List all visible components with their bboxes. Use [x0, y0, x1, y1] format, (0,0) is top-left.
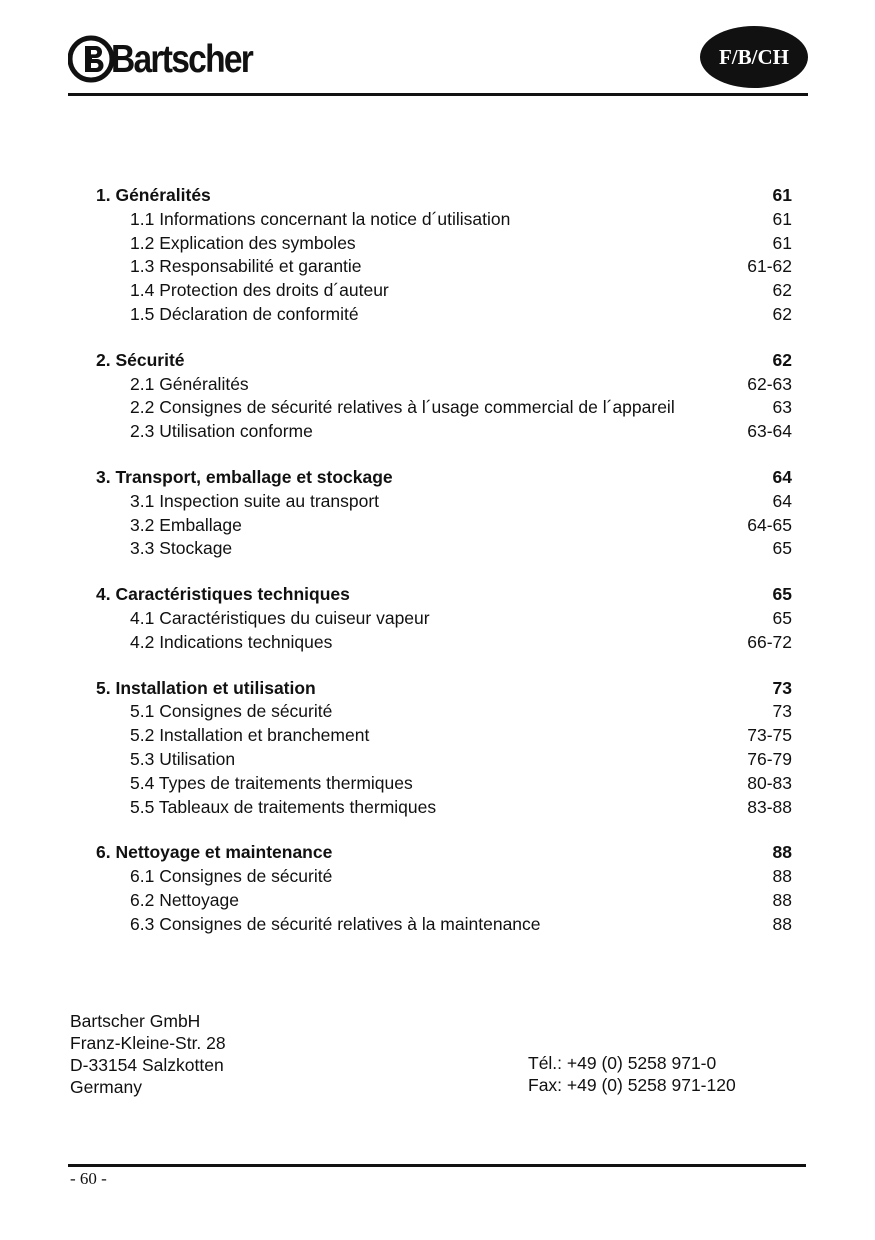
country: Germany	[70, 1077, 142, 1097]
header-divider	[68, 93, 808, 96]
toc-entry-title: 4.1 Caractéristiques du cuiseur vapeur	[130, 607, 430, 628]
brand-name: Bartscher	[111, 37, 253, 81]
toc-entry-title: 5.1 Consignes de sécurité	[130, 701, 333, 722]
toc-entry	[96, 889, 792, 913]
toc-entry-title: 3.2 Emballage	[130, 514, 242, 535]
toc-entry-page: 65	[772, 607, 792, 628]
toc-entry-page: 64	[772, 490, 792, 511]
toc-entry-title: 3.1 Inspection suite au transport	[130, 490, 380, 511]
toc-entry-title: 3.3 Stockage	[130, 538, 233, 559]
page-header	[68, 24, 808, 96]
toc-entry-page: 73	[772, 701, 792, 722]
toc-entry	[96, 396, 792, 420]
region-badge: F/B/CH	[700, 26, 808, 88]
toc-entry	[96, 607, 792, 631]
fax-number: Fax: +49 (0) 5258 971-120	[528, 1075, 736, 1095]
toc-entry	[96, 208, 792, 232]
toc-entry-page: 61	[772, 208, 792, 229]
toc-chapter-page: 88	[772, 842, 792, 863]
toc-entry-page: 64-65	[747, 514, 792, 535]
footer-divider	[68, 1164, 806, 1167]
toc-entry-title: 1.4 Protection des droits d´auteur	[130, 280, 389, 301]
toc-entry-title: 1.3 Responsabilité et garantie	[130, 256, 362, 277]
toc-entry-title: 5.4 Types de traitements thermiques	[130, 772, 413, 793]
toc-chapter	[96, 583, 792, 607]
toc-entry-page: 62	[772, 303, 792, 324]
toc-chapter-title: 6. Nettoyage et maintenance	[96, 842, 333, 863]
toc-entry	[96, 232, 792, 256]
toc-entry-page: 76-79	[747, 748, 792, 769]
toc-entry-title: 6.2 Nettoyage	[130, 889, 239, 910]
toc-entry-page: 63-64	[747, 421, 792, 442]
toc-entry-title: 6.3 Consignes de sécurité relatives à la maintenance	[130, 913, 541, 934]
toc-entry	[96, 724, 792, 748]
toc-entry-title: 6.1 Consignes de sécurité	[130, 866, 333, 887]
toc-chapter-title: 1. Généralités	[96, 185, 211, 205]
toc-section	[96, 841, 792, 936]
toc-entry-page: 62	[772, 280, 792, 301]
toc-entry-page: 88	[772, 866, 792, 887]
toc-chapter-page: 61	[772, 185, 792, 205]
toc-entry-page: 62-63	[747, 373, 792, 394]
toc-entry-title: 1.1 Informations concernant la notice d´utilisation	[130, 208, 511, 229]
toc-chapter-page: 73	[772, 677, 792, 698]
company-address	[70, 1010, 226, 1098]
toc-entry-page: 66-72	[747, 631, 792, 652]
toc-chapter	[96, 841, 792, 865]
toc-chapter	[96, 184, 792, 208]
toc-entry-title: 4.2 Indications techniques	[130, 631, 333, 652]
toc-section	[96, 583, 792, 654]
toc-entry-title: 1.5 Déclaration de conformité	[130, 303, 359, 324]
toc-chapter-page: 62	[772, 349, 792, 370]
toc-entry-title: 2.3 Utilisation conforme	[130, 421, 313, 442]
page-number: - 60 -	[70, 1169, 107, 1188]
toc-entry-page: 63	[772, 397, 792, 418]
toc-chapter-title: 4. Caractéristiques techniques	[96, 584, 350, 605]
toc-chapter	[96, 466, 792, 490]
toc-entry	[96, 373, 792, 397]
toc-entry	[96, 514, 792, 538]
toc-entry	[96, 537, 792, 561]
toc-entry	[96, 700, 792, 724]
toc-chapter	[96, 677, 792, 701]
toc-section	[96, 677, 792, 820]
toc-entry-title: 5.2 Installation et branchement	[130, 725, 370, 746]
toc-entry-page: 88	[772, 913, 792, 934]
toc-chapter-page: 65	[772, 584, 792, 605]
city-address: D-33154 Salzkotten	[70, 1055, 224, 1075]
toc-entry	[96, 631, 792, 655]
toc-entry-page: 88	[772, 889, 792, 910]
toc-entry	[96, 279, 792, 303]
toc-chapter-title: 5. Installation et utilisation	[96, 677, 316, 698]
toc-chapter-page: 64	[772, 466, 792, 487]
table-of-contents	[96, 184, 792, 959]
toc-entry-title: 5.3 Utilisation	[130, 748, 236, 769]
toc-entry	[96, 303, 792, 327]
phone-number: Tél.: +49 (0) 5258 971-0	[528, 1053, 717, 1073]
toc-entry	[96, 420, 792, 444]
toc-entry-page: 61-62	[747, 256, 792, 277]
toc-entry-page: 83-88	[747, 796, 792, 817]
toc-section	[96, 466, 792, 561]
toc-entry-title: 2.2 Consignes de sécurité relatives à l´usage commercial de l´appareil	[130, 397, 675, 418]
company-contact	[528, 1052, 736, 1096]
toc-entry	[96, 796, 792, 820]
toc-chapter-title: 2. Sécurité	[96, 349, 185, 370]
toc-section	[96, 184, 792, 327]
brand-logo	[68, 34, 275, 84]
toc-section	[96, 349, 792, 444]
bartscher-b-icon	[68, 35, 114, 83]
toc-entry	[96, 772, 792, 796]
toc-entry-title: 5.5 Tableaux de traitements thermiques	[130, 796, 437, 817]
toc-entry	[96, 255, 792, 279]
toc-entry	[96, 748, 792, 772]
company-name: Bartscher GmbH	[70, 1011, 201, 1031]
toc-entry-page: 73-75	[747, 725, 792, 746]
toc-entry-page: 65	[772, 538, 792, 559]
toc-chapter-title: 3. Transport, emballage et stockage	[96, 466, 393, 487]
toc-entry	[96, 865, 792, 889]
toc-entry	[96, 490, 792, 514]
street-address: Franz-Kleine-Str. 28	[70, 1033, 226, 1053]
toc-entry-page: 61	[772, 232, 792, 253]
toc-entry-title: 1.2 Explication des symboles	[130, 232, 356, 253]
toc-entry-title: 2.1 Généralités	[130, 373, 249, 394]
toc-entry-page: 80-83	[747, 772, 792, 793]
toc-chapter	[96, 349, 792, 373]
toc-entry	[96, 913, 792, 937]
